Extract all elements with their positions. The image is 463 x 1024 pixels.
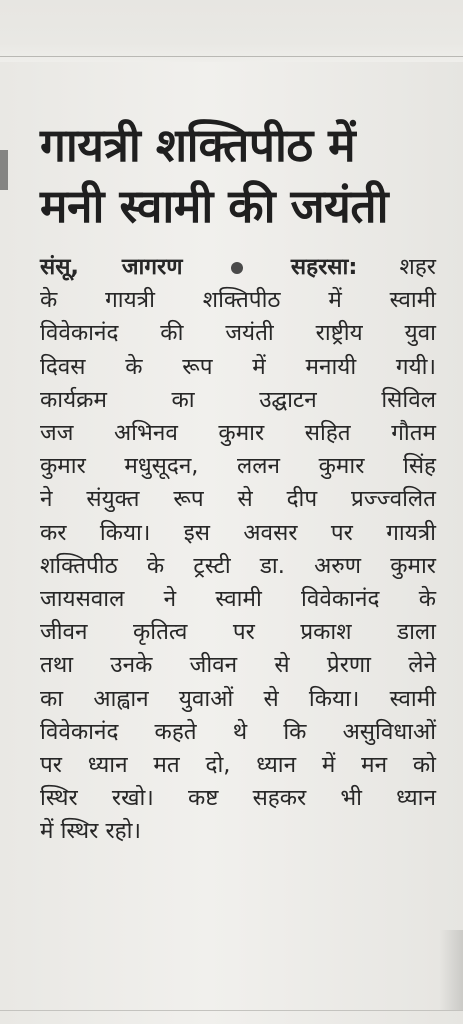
body-line: शक्तिपीठ के ट्रस्टी डा. अरुण कुमार	[40, 552, 436, 579]
column-divider-bottom	[0, 1010, 463, 1011]
dateline-bullet-icon	[231, 262, 243, 274]
column-divider-top	[0, 56, 463, 57]
body-line: कर किया। इस अवसर पर गायत्री	[40, 519, 436, 546]
body-line: के गायत्री शक्तिपीठ में स्वामी	[40, 287, 436, 314]
body-line: दिवस के रूप में मनायी गयी।	[40, 353, 436, 380]
body-line: विवेकानंद की जयंती राष्ट्रीय युवा	[40, 320, 436, 347]
body-line: का आह्वान युवाओं से किया। स्वामी	[40, 685, 436, 712]
headline-line-2: मनी स्वामी की जयंती	[40, 179, 388, 233]
article-body	[40, 251, 436, 849]
body-line: में स्थिर रहो।	[40, 818, 141, 845]
dateline-first-word: शहर	[399, 254, 436, 280]
body-line: जायसवाल ने स्वामी विवेकानंद के	[40, 586, 436, 613]
article-headline	[40, 115, 438, 237]
body-line: कुमार मधुसूदन, ललन कुमार सिंह	[40, 453, 436, 480]
body-line: जीवन कृतित्व पर प्रकाश डाला	[40, 619, 436, 646]
news-article	[40, 115, 438, 849]
body-line: कार्यक्रम का उद्घाटन सिविल	[40, 386, 436, 413]
body-line: विवेकानंद कहते थे कि असुविधाओं	[40, 718, 436, 745]
adjacent-column-mark	[0, 150, 8, 190]
headline-line-1: गायत्री शक्तिपीठ में	[40, 118, 356, 172]
body-line: ने संयुक्त रूप से दीप प्रज्ज्वलित	[40, 486, 436, 513]
body-line: पर ध्यान मत दो, ध्यान में मन को	[40, 752, 436, 779]
body-line: जज अभिनव कुमार सहित गौतम	[40, 420, 436, 447]
dateline	[40, 251, 436, 284]
previous-article-fragment	[0, 0, 463, 62]
body-line: तथा उनके जीवन से प्रेरणा लेने	[40, 652, 436, 679]
dateline-source: संसू, जागरण	[40, 254, 183, 280]
page-edge-shadow	[439, 930, 463, 1010]
body-line: स्थिर रखो। कष्ट सहकर भी ध्यान	[40, 785, 436, 812]
dateline-place: सहरसा:	[290, 254, 358, 280]
